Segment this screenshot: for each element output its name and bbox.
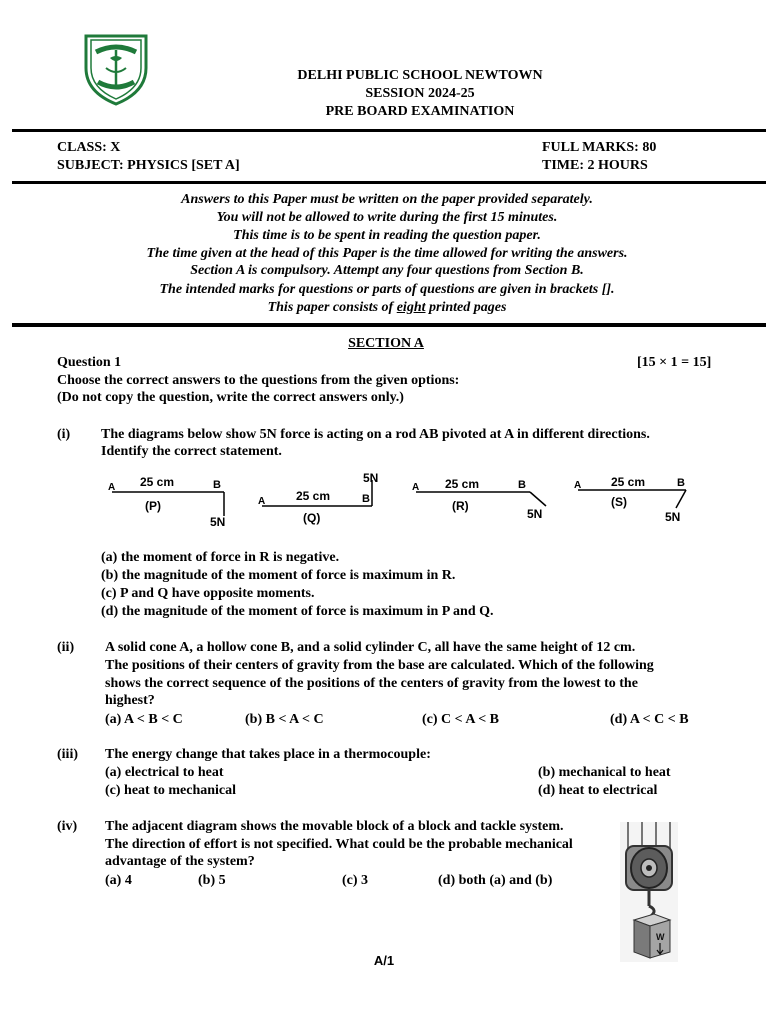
subject-label: SUBJECT: PHYSICS [SET A]	[57, 158, 240, 173]
header-divider	[12, 129, 766, 132]
question-text: The diagrams below show 5N force is acting on a rod AB pivoted at A in different directions.	[101, 427, 650, 442]
instruction-line-pages	[12, 299, 762, 317]
question-note: (Do not copy the question, write the correct answers only.)	[57, 390, 404, 405]
rod-end-label: A	[108, 482, 116, 493]
force-label: 5N	[665, 510, 681, 524]
question-text: Identify the correct statement.	[101, 444, 282, 459]
option: (a) 4	[105, 873, 132, 888]
section-title: SECTION A	[348, 336, 424, 351]
option: (c) 3	[342, 873, 369, 888]
rod-end-label: A	[258, 496, 266, 507]
question-text: The direction of effort is not specified. What could be the probable mechanical	[105, 837, 573, 852]
instructions-divider	[12, 323, 766, 327]
weight-label: W	[656, 932, 665, 942]
instruction-line: The time given at the head of this Paper is the time allowed for writing the answers.	[146, 246, 628, 261]
question-text: highest?	[105, 693, 155, 708]
instruction-line: This time is to be spent in reading the question paper.	[233, 228, 541, 243]
question-label: Question 1	[57, 355, 122, 370]
option: (d) heat to electrical	[538, 783, 658, 798]
rod-end-label: A	[412, 482, 420, 493]
option: (b) mechanical to heat	[538, 765, 671, 780]
rod-force-diagrams	[100, 468, 700, 532]
question-intro: Choose the correct answers to the questions from the given options:	[57, 373, 460, 388]
option: (a) A < B < C	[105, 712, 183, 727]
school-name: DELHI PUBLIC SCHOOL NEWTOWN	[297, 68, 543, 83]
diagram-label: (R)	[452, 499, 469, 513]
info-divider	[12, 181, 766, 184]
rod-end-label: A	[574, 480, 582, 491]
page-count: eight	[396, 300, 426, 315]
instruction-text: printed pages	[425, 300, 507, 315]
question-text: A solid cone A, a hollow cone B, and a solid cylinder C, all have the same height of 12 cm.	[105, 640, 636, 655]
rod-length-label: 25 cm	[296, 489, 331, 503]
question-text: The energy change that takes place in a thermocouple:	[105, 747, 431, 762]
question-text: The positions of their centers of gravity from the base are calculated. Which of the following	[105, 658, 654, 673]
question-text: shows the correct sequence of the positions of the centers of gravity from the lowest to the	[105, 676, 638, 691]
question-number: (iii)	[57, 747, 78, 762]
option: (c) P and Q have opposite moments.	[101, 586, 315, 601]
rod-length-label: 25 cm	[140, 475, 175, 489]
option: (c) heat to mechanical	[105, 783, 237, 798]
exam-title: PRE BOARD EXAMINATION	[325, 104, 515, 119]
option: (a) electrical to heat	[105, 765, 224, 780]
option: (c) C < A < B	[422, 712, 500, 727]
force-label: 5N	[210, 515, 226, 529]
rod-end-label: B	[677, 477, 685, 489]
full-marks: FULL MARKS: 80	[542, 140, 657, 155]
instruction-line: Answers to this Paper must be written on the paper provided separately.	[181, 192, 593, 207]
force-label: 5N	[363, 471, 379, 485]
diagram-label: (S)	[611, 495, 627, 509]
instruction-line: You will not be allowed to write during the first 15 minutes.	[216, 210, 558, 225]
force-label: 5N	[527, 507, 543, 521]
session: SESSION 2024-25	[365, 86, 475, 101]
option: (b) 5	[198, 873, 226, 888]
option: (d) the magnitude of the moment of force is maximum in P and Q.	[101, 604, 494, 619]
instruction-line: The intended marks for questions or parts of questions are given in brackets [].	[159, 282, 615, 297]
rod-end-label: B	[362, 493, 370, 505]
question-number: (ii)	[57, 640, 75, 655]
class-label: CLASS: X	[57, 140, 121, 155]
question-text: The adjacent diagram shows the movable block of a block and tackle system.	[105, 819, 564, 834]
rod-length-label: 25 cm	[611, 475, 646, 489]
diagram-label: (Q)	[303, 511, 321, 525]
question-number: (iv)	[57, 819, 78, 834]
instruction-text: This paper consists of	[267, 300, 397, 315]
question-number: (i)	[57, 427, 71, 442]
page-number: A/1	[373, 953, 395, 968]
diagram-label: (P)	[145, 499, 161, 513]
instruction-line: Section A is compulsory. Attempt any four questions from Section B.	[190, 263, 584, 278]
rod-length-label: 25 cm	[445, 477, 480, 491]
option: (d) A < C < B	[610, 712, 689, 727]
option: (d) both (a) and (b)	[438, 873, 553, 888]
pulley-block-illustration	[620, 822, 678, 962]
rod-end-label: B	[213, 479, 221, 491]
time-allowed: TIME: 2 HOURS	[542, 158, 648, 173]
option: (b) the magnitude of the moment of force is maximum in R.	[101, 568, 456, 583]
rod-end-label: B	[518, 479, 526, 491]
option: (b) B < A < C	[245, 712, 324, 727]
question-text: advantage of the system?	[105, 854, 255, 869]
question-marks: [15 × 1 = 15]	[637, 355, 712, 370]
option: (a) the moment of force in R is negative.	[101, 550, 340, 565]
